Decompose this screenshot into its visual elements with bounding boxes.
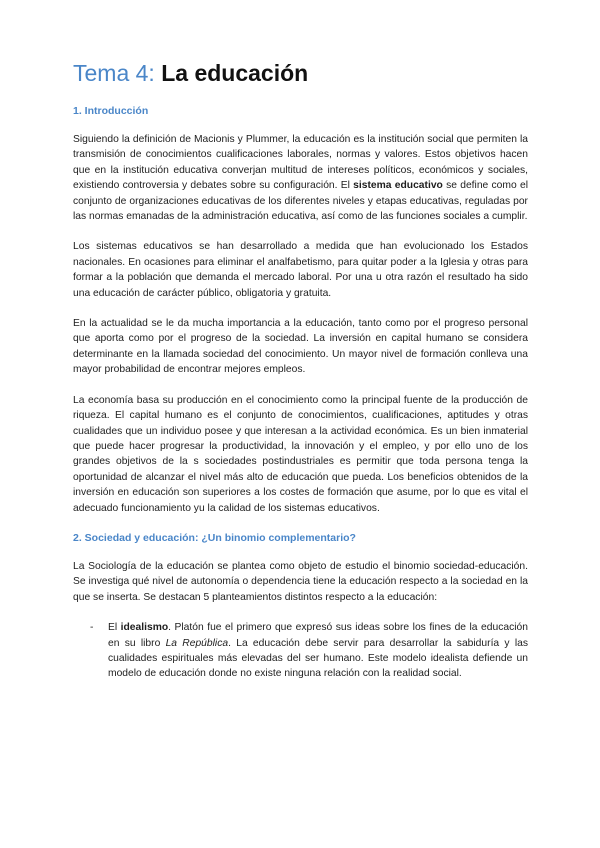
paragraph-4: La economía basa su producción en el conocimiento como la principal fuente de la producción de riqueza. El capital humano es el conjunto de conocimientos, cualificaciones, aptitudes y otras cualidades que un individuo posee y que interesan a la actividad económica. Es un bien inmaterial que puede hacer progresar la productividad, la innovación y el empleo, y por ello uno de los grandes objetivos de la s sociedades postindustriales es permitir que toda persona tenga la oportunidad de alcanzar el nivel más alto de educación que pueda. Los beneficios obtenidos de la inversión en educación son superiores a los costes de formación que asume, por lo que es vital el adecuado funcionamiento yu la calidad de los sistemas educativos. — [73, 394, 528, 514]
document-page — [73, 58, 528, 682]
list-item-text — [108, 620, 528, 682]
section-heading-2: 2. Sociedad y educación: ¿Un binomio complementario? — [73, 531, 356, 544]
item-text-c: . La educación debe servir para desarrollar la sabiduría y las cualidades espirituales más elevadas del ser humano. Este modelo idealista defiende un modelo de educación donde no existe ninguna relación con la realidad social. — [108, 637, 528, 680]
paragraph-2: Los sistemas educativos se han desarrollado a medida que han evolucionado los Estados nacionales. En ocasiones para eliminar el analfabetismo, para quitar poder a la Iglesia y otras para formar a la población que demanda el mercado laboral. Por una u otra razón el resultado ha sido una educación de carácter público, obligatoria y gratuita. — [73, 241, 528, 299]
paragraph-1-text-a: Siguiendo la definición de Macionis y Plummer, la educación es la institución social que permiten la transmisión de conocimientos cualificaciones laborales, normas y valores. Estos objetivos hacen que en la institución educativa converjan multitud de intereses políticos, económicos y sociales, existiendo controversia y debates sobre su configuración. El — [73, 134, 528, 192]
paragraph-1 — [73, 132, 528, 224]
paragraph-3: En la actualidad se le da mucha importancia a la educación, tanto como por el progreso personal que aporta como por el progreso de la sociedad. La inversión en capital humano se considera determinante en la llamada sociedad del conocimiento. Un mayor nivel de formación conlleva una mayor probabilidad de encontrar mejores empleos. — [73, 318, 528, 376]
term-sistema-educativo: sistema educativo — [353, 180, 443, 192]
paragraph-1-text-b: se define como el conjunto de organizaciones educativas de los diferentes niveles y etapas educativas, reguladas por las normas emanadas de la administración educativa, así como de las funciones sociales a cumplir. — [73, 180, 528, 223]
title-text: La educación — [161, 60, 309, 86]
term-idealismo: idealismo — [120, 622, 169, 634]
title-number: Tema 4: — [73, 60, 155, 86]
approach-list — [73, 620, 528, 682]
item-text-b: . Platón fue el primero que expresó sus ideas sobre los fines de la educación en su libro — [108, 622, 528, 649]
item-text-a: El — [108, 622, 121, 634]
book-title-la-republica: La República — [165, 637, 229, 649]
list-dash: - — [90, 622, 94, 634]
page-title — [73, 58, 528, 88]
section-heading-1: 1. Introducción — [73, 105, 149, 117]
paragraph-5: La Sociología de la educación se plantea como objeto de estudio el binomio sociedad-educación. Se investiga qué nivel de autonomía o dependencia tiene la educación respecto a la sociedad en la que se inserta. Se destacan 5 planteamientos distintos respecto a la educación: — [73, 560, 528, 603]
list-item — [73, 620, 528, 682]
